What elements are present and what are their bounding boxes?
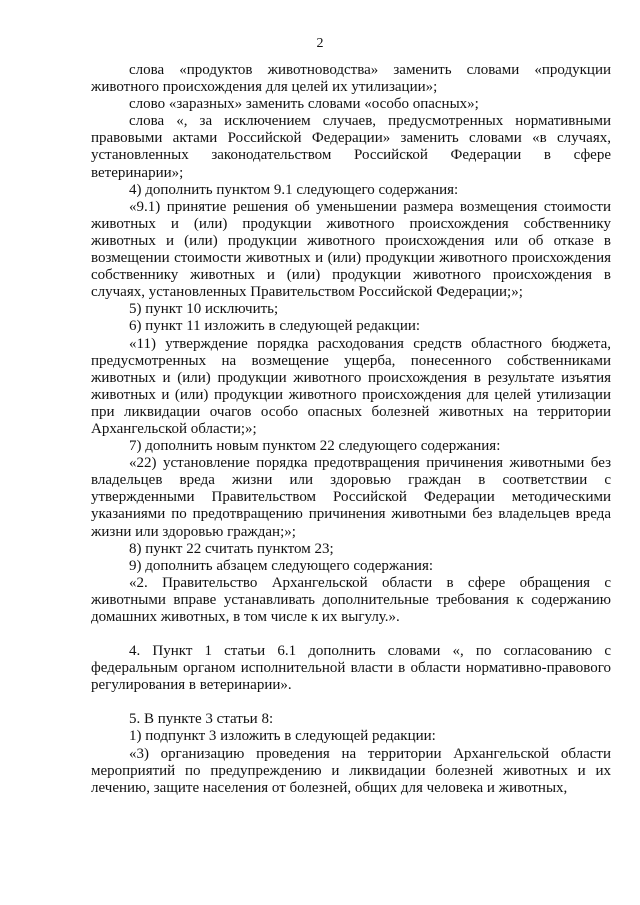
paragraph: 8) пункт 22 считать пунктом 23; xyxy=(129,540,334,557)
page-number: 2 xyxy=(316,36,324,51)
paragraph: 4) дополнить пунктом 9.1 следующего содержания: xyxy=(129,181,459,198)
document-body xyxy=(91,62,611,797)
paragraph: 6) пункт 11 изложить в следующей редакции: xyxy=(129,318,421,335)
paragraph: слова «продуктов животноводства» заменить словами «продукции животного происхождения для целей их утилизации»; xyxy=(91,62,611,96)
paragraph: 7) дополнить новым пунктом 22 следующего содержания: xyxy=(129,438,501,455)
paragraph: «2. Правительство Архангельской области в сфере обращения с животными вправе устанавливать дополнительные требования к содержанию домашних животных, в том числе к их выгулу.». xyxy=(91,574,611,625)
paragraph: «9.1) принятие решения об уменьшении размера возмещения стоимости животных и (или) продукции животного происхождения собственнику животных и (или) продукции животного происхождения или об отказе в возмещении стоимости животных и (или) продукции животного происхождения собственнику животных и (или) продукции животного происхождения в случаях, установленных Правительством Российской Федерации;»; xyxy=(91,198,611,301)
paragraph: 5. В пункте 3 статьи 8: xyxy=(129,711,274,728)
paragraph: «11) утверждение порядка расходования средств областного бюджета, предусмотренных на возмещение ущерба, понесенного собственниками животных и (или) продукции животного происхождения в результате изъятия животных и (или) продукции животного происхождения для целей утилизации при ликвидации очагов особо опасных болезней животных на территории Архангельской области;»; xyxy=(91,335,611,437)
paragraph: слово «заразных» заменить словами «особо опасных»; xyxy=(129,96,479,113)
paragraph: 4. Пункт 1 статьи 6.1 дополнить словами «, по согласованию с федеральным органом исполнительной власти в области нормативно-правового регулирования в ветеринарии». xyxy=(91,643,611,694)
paragraph: слова «, за исключением случаев, предусмотренных нормативными правовыми актами Российской Федерации» заменить словами «в случаях, установленных законодательством Российской Федерации в сфере ветеринарии»; xyxy=(91,113,611,181)
paragraph: 9) дополнить абзацем следующего содержания: xyxy=(129,557,434,574)
paragraph: «22) установление порядка предотвращения причинения животными без владельцев вреда жизни или здоровью граждан в соответствии с утвержденными Правительством Российской Федерации методическими указаниями по предотвращению причинения животными без владельцев вреда жизни или здоровью граждан;»; xyxy=(91,455,611,540)
paragraph: 5) пункт 10 исключить; xyxy=(129,301,279,318)
paragraph: «3) организацию проведения на территории Архангельской области мероприятий по предупреждению и ликвидации болезней животных и их лечению, защите населения от болезней, общих для человека и животных, xyxy=(91,745,611,796)
paragraph: 1) подпункт 3 изложить в следующей редакции: xyxy=(129,728,436,745)
